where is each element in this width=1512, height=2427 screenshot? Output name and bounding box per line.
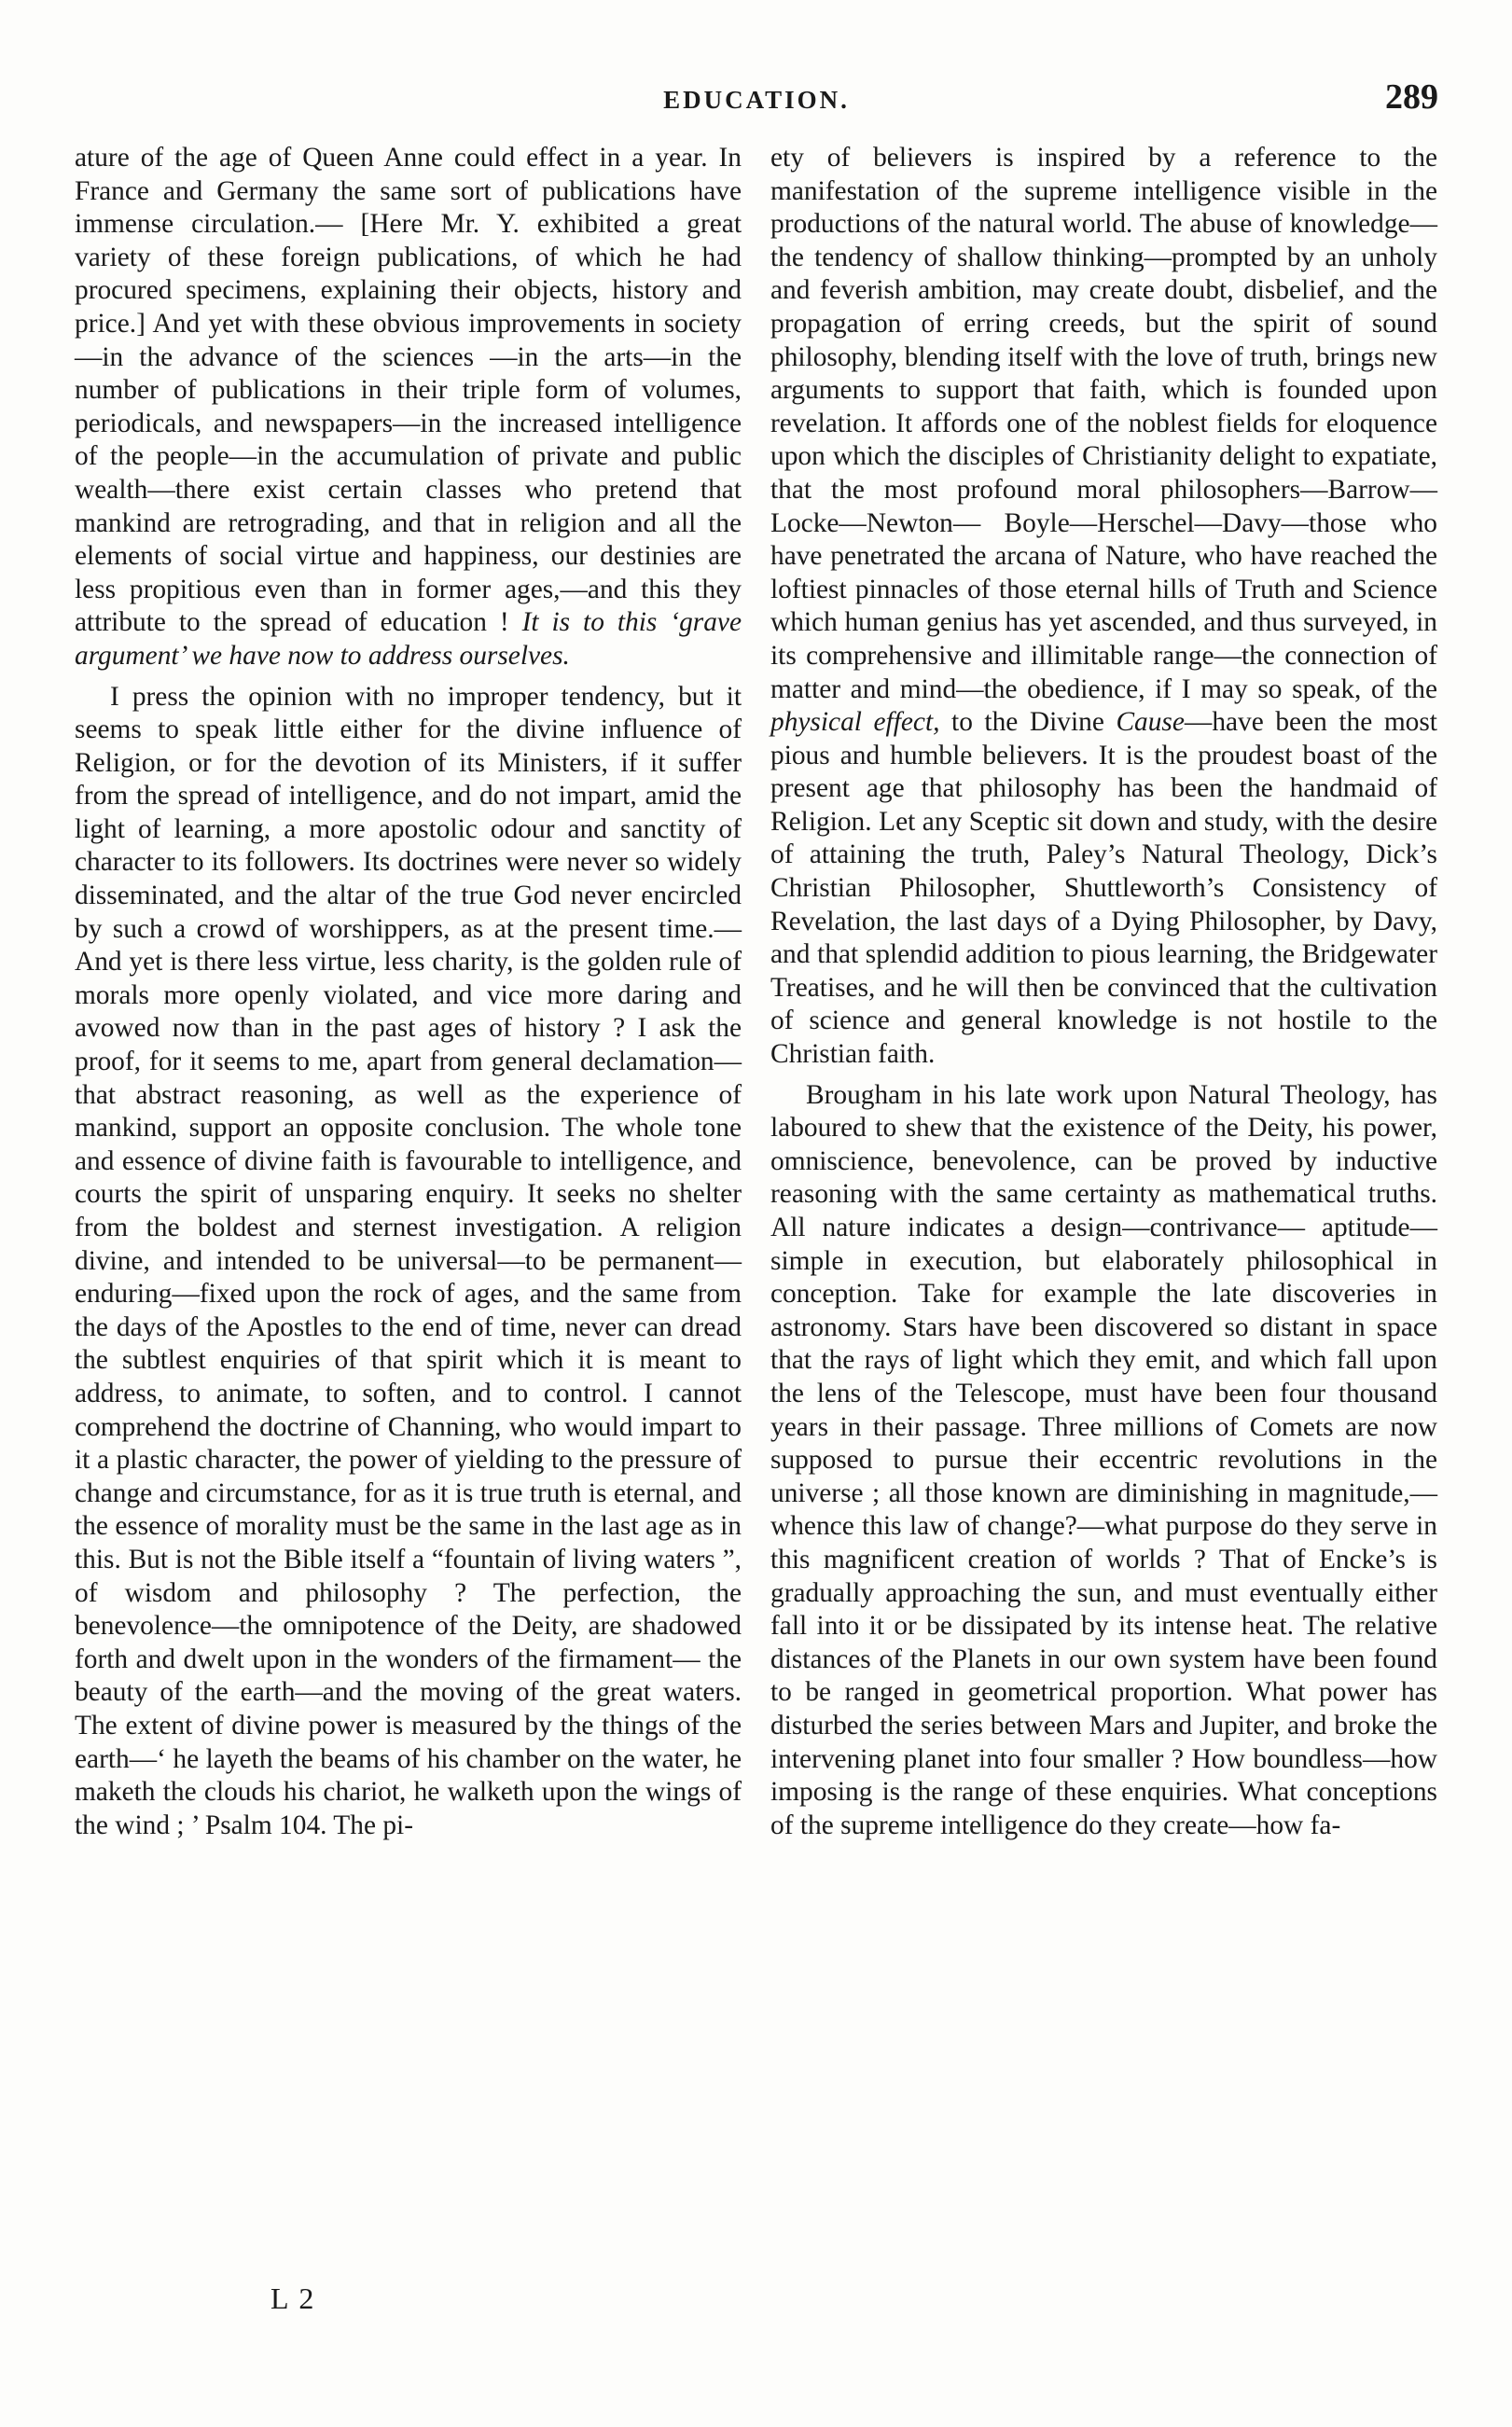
paragraph-text: ature of the age of Queen Anne could effect in a year. In France and Germany the same sort of publications have immense circulation.— [Here Mr. Y. exhibited a great variety of these foreign publications, of which he had procured specimens, explaining their objects, history and price.] And yet with these obvious improvements in society—in the advance of the sciences —in the arts—in the number of publications in their triple form of volumes, periodicals, and newspapers—in the increased intelligence of the people—in the accumulation of private and public wealth—there exist certain classes who pretend that mankind are retrograding, and that in religion and all the elements of social virtue and happiness, our destinies are less propitious even than in former ages,—and this they attribute to the spread of education ! [75, 143, 742, 638]
paragraph-text: —have been the most pious and humble believers. It is the proudest boast of the present age that philosophy has been the handmaid of Religion. Let any Sceptic sit down and study, with the desire of attaining the truth, Paley’s Natural Theology, Dick’s Christian Philosopher, Shuttleworth’s Consistency of Revelation, the last days of a Dying Philosopher, by Davy, and that splendid addition to pious learning, the Bridgewater Treatises, and he will then be convinced that the cultivation of science and general knowledge is not hostile to the Christian faith. [770, 707, 1437, 1070]
signature-mark: L 2 [270, 2281, 316, 2315]
paragraph: Brougham in his late work upon Natural Theology, has laboured to shew that the existence of the Deity, his power, omniscience, benevolence, can be proved by inductive reasoning with the same certainty as mathematical truths. All nature indicates a design—contrivance— aptitude—simple in execution, but elaborately philosophical in conception. Take for example the late discoveries in astronomy. Stars have been discovered so distant in space that the rays of light which they emit, and which fall upon the lens of the Telescope, must have been four thousand years in their passage. Three millions of Comets are now supposed to pursue their eccentric revolutions in the universe ; all those known are diminishing in magnitude,— whence this law of change?—what purpose do they serve in this magnificent creation of worlds ? That of Encke’s is gradually approaching the sun, and must eventually either fall into it or be dissipated by its intense heat. The relative distances of the Planets in our own system have been found to be ranged in geometrical proportion. What power has disturbed the series between Mars and Jupiter, and broke the intervening planet into four smaller ? How boundless—how imposing is the range of these enquiries. What conceptions of the supreme intelligence do they create—how fa- [770, 1079, 1437, 1840]
paragraph [770, 142, 1437, 1072]
paragraph-text: ety of believers is inspired by a reference to the manifestation of the supreme intelligence visible in the productions of the natural world. The abuse of knowledge—the tendency of shallow thinking—prompted by an unholy and feverish ambition, may create doubt, disbelief, and the propagation of erring creeds, but the spirit of sound philosophy, blending itself with the love of truth, brings new arguments to support that faith, which is founded upon revelation. It affords one of the noblest fields for eloquence upon which the disciples of Christianity delight to expatiate, that the most profound moral philosophers—Barrow—Locke—Newton— Boyle—Herschel—Davy—those who have penetrated the arcana of Nature, who have reached the loftiest pinnacles of those eternal hills of Truth and Science which human genius has yet ascended, and thus surveyed, in its comprehensive and illimitable range—the connection of matter and mind—the obedience, if I may so speak, of the [770, 143, 1437, 704]
paragraph-text: to the Divine [951, 707, 1104, 738]
italic-phrase: Cause [1116, 707, 1185, 738]
italic-sentence: It is to this ‘grave argument’ we have now to address ourselves. [75, 607, 742, 671]
left-column [75, 142, 742, 1842]
italic-phrase: physical effect, [770, 707, 940, 738]
paragraph: I press the opinion with no improper tendency, but it seems to speak little either for the divine influence of Religion, or for the devotion of its Ministers, if it suffer from the spread of intelligence, and do not impart, amid the light of learning, a more apostolic odour and sanctity of character to its followers. Its doctrines were never so widely disseminated, and the altar of the true God never encircled by such a crowd of worshippers, as at the present time.— And yet is there less virtue, less charity, is the golden rule of morals more openly violated, and vice more daring and avowed now than in the past ages of history ? I ask the proof, for it seems to me, apart from general declamation— that abstract reasoning, as well as the experience of mankind, support an opposite conclusion. The whole tone and essence of divine faith is favourable to intelligence, and courts the spirit of unsparing enquiry. It seeks no shelter from the boldest and sternest investigation. A religion divine, and intended to be universal—to be permanent—enduring—fixed upon the rock of ages, and the same from the days of the Apostles to the end of time, never can dread the subtlest enquiries of that spirit which it is meant to address, to animate, to soften, and to control. I cannot comprehend the doctrine of Channing, who would impart to it a plastic character, the power of yielding to the pressure of change and circumstance, for as it is true truth is eternal, and the essence of morality must be the same in the last age as in this. But is not the Bible itself a “fountain of living waters ”, of wisdom and philosophy ? The perfection, the benevolence—the omnipotence of the Deity, are shadowed forth and dwelt upon in the wonders of the firmament— the beauty of the earth—and the moving of the great waters. The extent of divine power is measured by the things of the earth—‘ he layeth the beams of his chamber on the water, he maketh the clouds his chariot, he walketh upon the wings of the wind ; ’ Psalm 104. The pi- [75, 681, 742, 1840]
page-number: 289 [1385, 77, 1438, 117]
running-head: EDUCATION. [663, 86, 850, 114]
paragraph [75, 142, 742, 673]
right-column [770, 142, 1437, 1842]
page-header [75, 76, 1438, 123]
